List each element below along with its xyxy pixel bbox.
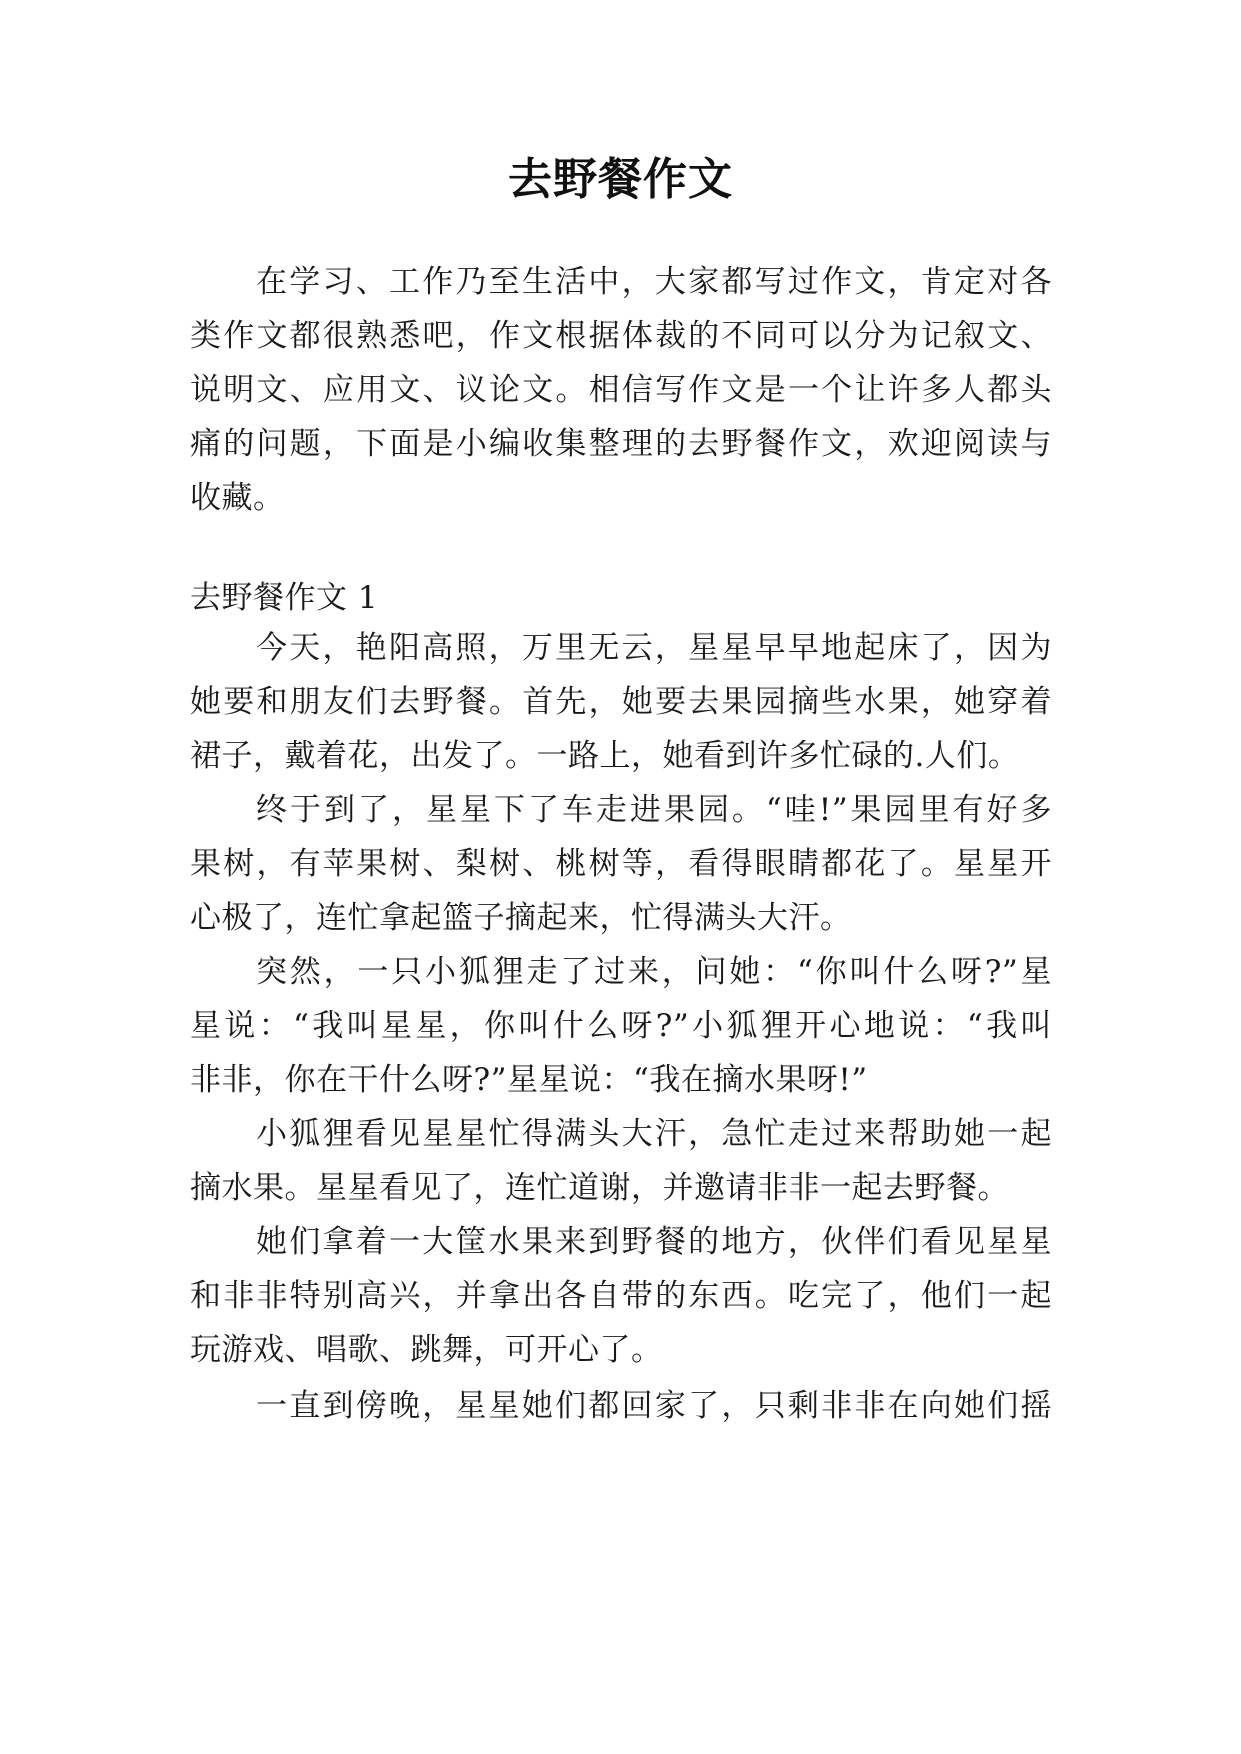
section-heading: 去野餐作文 1 <box>190 580 379 616</box>
essay-line: 她们拿着一大筐水果来到野餐的地方，伙伴们看见星星 <box>256 1224 1052 1260</box>
essay-line: 终于到了，星星下了车走进果园。“哇!”果园里有好多 <box>256 792 1052 828</box>
intro-line: 收藏。 <box>190 480 285 516</box>
essay-line: 她要和朋友们去野餐。首先，她要去果园摘些水果，她穿着 <box>190 684 1052 720</box>
essay-line: 裙子，戴着花，出发了。一路上，她看到许多忙碌的.人们。 <box>190 738 1020 774</box>
intro-line: 在学习、工作乃至生活中，大家都写过作文，肯定对各 <box>256 264 1052 300</box>
essay-line: 今天，艳阳高照，万里无云，星星早早地起床了，因为 <box>256 630 1052 666</box>
essay-line: 玩游戏、唱歌、跳舞，可开心了。 <box>190 1332 663 1368</box>
essay-line: 突然，一只小狐狸走了过来，问她：“你叫什么呀?”星 <box>256 954 1052 990</box>
essay-line: 心极了，连忙拿起篮子摘起来，忙得满头大汗。 <box>190 900 852 936</box>
essay-line: 果树，有苹果树、梨树、桃树等，看得眼睛都花了。星星开 <box>190 846 1052 882</box>
intro-line: 说明文、应用文、议论文。相信写作文是一个让许多人都头 <box>190 372 1052 408</box>
essay-line: 一直到傍晚，星星她们都回家了，只剩非非在向她们摇 <box>256 1388 1052 1424</box>
essay-line: 小狐狸看见星星忙得满头大汗，急忙走过来帮助她一起 <box>256 1116 1052 1152</box>
document-title: 去野餐作文 <box>508 154 733 205</box>
essay-line: 星说：“我叫星星，你叫什么呀?”小狐狸开心地说：“我叫 <box>190 1008 1052 1044</box>
essay-line: 和非非特别高兴，并拿出各自带的东西。吃完了，他们一起 <box>190 1278 1052 1314</box>
intro-line: 类作文都很熟悉吧，作文根据体裁的不同可以分为记叙文、 <box>190 318 1052 354</box>
essay-line: 非非，你在干什么呀?”星星说：“我在摘水果呀!” <box>190 1062 868 1098</box>
intro-line: 痛的问题，下面是小编收集整理的去野餐作文，欢迎阅读与 <box>190 426 1052 462</box>
essay-line: 摘水果。星星看见了，连忙道谢，并邀请非非一起去野餐。 <box>190 1170 1009 1206</box>
